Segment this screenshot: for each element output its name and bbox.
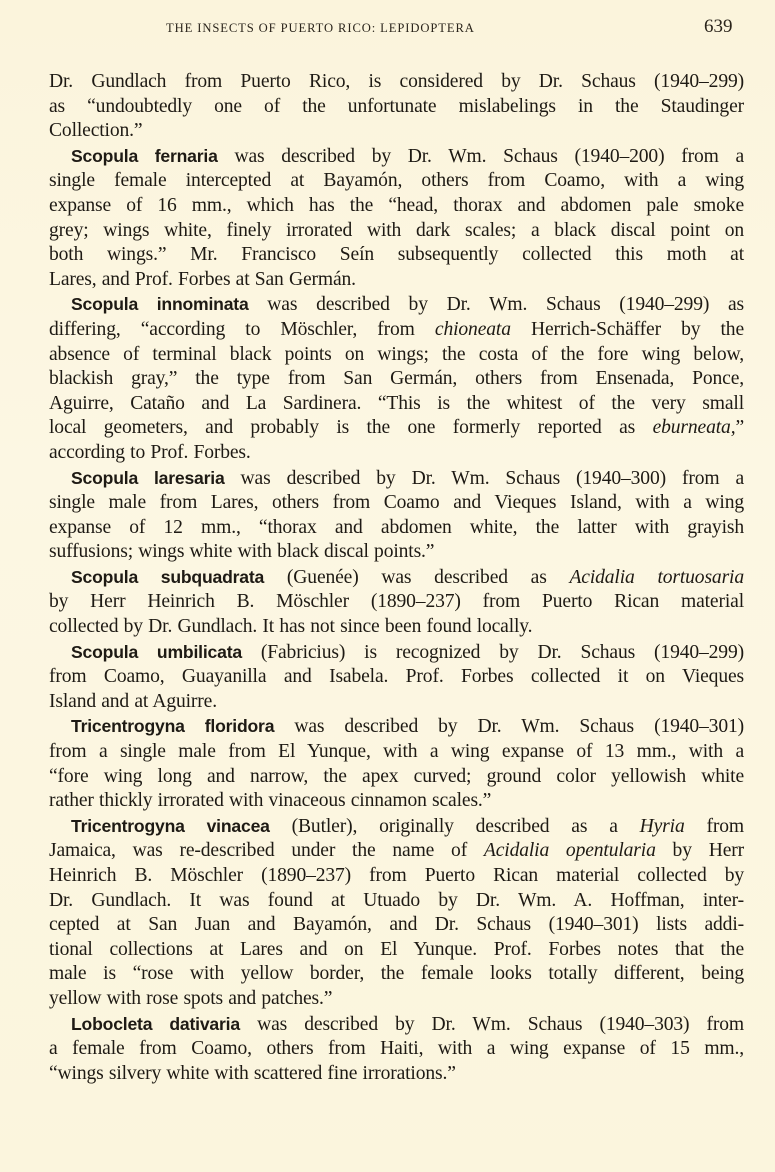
text-line — [27, 441, 744, 466]
text-run: Dr. Gundlach from Puerto Rico, is considered by Dr. Schaus (1940–299) — [49, 71, 744, 92]
text-run: was described by Dr. Wm. Schaus (1940–301) — [274, 716, 744, 738]
text-run: Lares, and Prof. Forbes at San Germán. — [49, 268, 356, 290]
text-line — [27, 516, 744, 541]
paragraph — [27, 292, 744, 465]
text-line — [27, 1062, 744, 1087]
text-line — [27, 466, 744, 492]
text-line — [27, 640, 744, 666]
text-run: suffusions; wings white with black discal points.” — [49, 541, 435, 563]
text-line — [27, 1037, 744, 1062]
text-line — [27, 318, 744, 343]
text-line — [27, 789, 744, 814]
text-run: single male from Lares, others from Coamo and Vieques Island, with a wing — [49, 492, 744, 514]
text-line — [27, 392, 744, 417]
text-line — [27, 343, 744, 368]
text-line — [27, 740, 744, 765]
text-line — [27, 169, 744, 194]
species-name: Scopula laresaria — [71, 467, 225, 488]
text-line — [27, 839, 744, 864]
text-run: “fore wing long and narrow, the apex curved; ground color yellowish white — [49, 765, 744, 787]
text-run: tional collections at Lares and on El Yunque. Prof. Forbes notes that the — [49, 938, 744, 960]
paragraph — [27, 466, 744, 565]
text-run: collected by Dr. Gundlach. It has not since been found locally. — [49, 616, 533, 638]
text-line — [27, 1012, 744, 1038]
text-run: by Herr Heinrich B. Möschler (1890–237) from Puerto Rican material — [49, 591, 744, 613]
paragraph — [27, 814, 744, 1012]
text-line — [27, 615, 744, 640]
text-line — [27, 292, 744, 318]
body-text — [27, 70, 744, 1086]
species-name: Lobocleta dativaria — [71, 1013, 240, 1034]
text-run: Island and at Aguirre. — [49, 690, 217, 712]
text-line — [27, 590, 744, 615]
paragraph — [27, 565, 744, 640]
text-run: was described by Dr. Wm. Schaus (1940–200) from a — [217, 145, 745, 167]
paragraph — [27, 144, 744, 293]
text-line — [27, 665, 744, 690]
paragraph — [27, 714, 744, 813]
text-run: as “undoubtedly one of the unfortunate mislabelings in the Staudinger — [49, 95, 744, 117]
species-name: Tricentrogyna floridora — [71, 716, 275, 737]
text-line — [27, 416, 744, 441]
text-line — [27, 367, 744, 392]
species-name: Tricentrogyna vinacea — [71, 815, 270, 836]
text-line — [27, 962, 744, 987]
text-run: ” — [735, 417, 744, 439]
text-line — [27, 864, 744, 889]
text-line — [27, 268, 744, 293]
species-name: Scopula innominata — [71, 294, 249, 315]
italic-taxon: eburneata, — [652, 417, 736, 439]
paragraph — [27, 640, 744, 715]
text-run: (Fabricius) is recognized by Dr. Schaus (1940–299) — [241, 641, 744, 663]
text-run: blackish gray,” the type from San Germán, others from Ensenada, Ponce, — [49, 368, 744, 390]
text-line — [27, 714, 744, 740]
text-run: was described by Dr. Wm. Schaus (1940–299) as — [248, 294, 744, 316]
text-line — [27, 913, 744, 938]
species-name: Scopula fernaria — [71, 145, 218, 166]
text-run: yellow with rose spots and patches.” — [49, 987, 333, 1009]
text-run: (Guenée) was described as — [264, 566, 570, 588]
text-run: Jamaica, was re-described under the name of — [49, 840, 484, 862]
text-run: (Butler), originally described as a — [269, 815, 640, 837]
text-line — [27, 70, 744, 95]
text-run: from a single male from El Yunque, with a wing expanse of 13 mm., with a — [49, 741, 744, 763]
text-line — [27, 938, 744, 963]
paragraph — [27, 70, 744, 144]
text-line — [27, 540, 744, 565]
text-run: according to Prof. Forbes. — [49, 441, 251, 463]
species-name: Scopula umbilicata — [71, 641, 242, 662]
text-run: Herrich-Schäffer by the — [510, 318, 744, 340]
text-line — [27, 987, 744, 1012]
text-run: Aguirre, Cataño and La Sardinera. “This is the whitest of the very small — [49, 392, 744, 414]
text-line — [27, 119, 744, 144]
italic-taxon: Acidalia opentularia — [483, 840, 656, 862]
text-run: single female intercepted at Bayamón, others from Coamo, with a wing — [49, 170, 744, 192]
text-line — [27, 690, 744, 715]
text-line — [27, 95, 744, 120]
text-line — [27, 491, 744, 516]
text-run: from — [684, 815, 744, 837]
text-run: both wings.” Mr. Francisco Seín subsequently collected this moth at — [49, 244, 744, 266]
running-title: THE INSECTS OF PUERTO RICO: LEPIDOPTERA — [166, 21, 475, 35]
page-number: 639 — [704, 16, 733, 37]
text-run: grey; wings white, finely irrorated with dark scales; a black discal point on — [49, 219, 744, 241]
text-run: a female from Coamo, others from Haiti, with a wing expanse of 15 mm., — [49, 1038, 744, 1060]
text-run: was described by Dr. Wm. Schaus (1940–303) from — [239, 1013, 745, 1035]
text-run: expanse of 16 mm., which has the “head, thorax and abdomen pale smoke — [49, 194, 744, 216]
text-line — [27, 194, 744, 219]
text-run: by Herr — [655, 840, 744, 862]
text-line — [27, 814, 744, 840]
text-line — [27, 144, 744, 170]
text-run: cepted at San Juan and Bayamón, and Dr. Schaus (1940–301) lists addi- — [49, 914, 744, 936]
text-run: differing, “according to Möschler, from — [49, 318, 435, 340]
text-run: Heinrich B. Möschler (1890–237) from Puerto Rican material collected by — [49, 865, 744, 886]
text-run: Dr. Gundlach. It was found at Utuado by Dr. Wm. A. Hoffman, inter- — [49, 889, 744, 911]
text-line — [27, 243, 744, 268]
text-run: absence of terminal black points on wings; the costa of the fore wing below, — [49, 343, 744, 365]
text-run: rather thickly irrorated with vinaceous cinnamon scales.” — [49, 790, 492, 812]
running-header — [0, 18, 775, 42]
paragraph — [27, 1012, 744, 1087]
text-run: expanse of 12 mm., “thorax and abdomen white, the latter with grayish — [49, 516, 744, 538]
text-run: from Coamo, Guayanilla and Isabela. Prof. Forbes collected it on Vieques — [49, 666, 744, 688]
italic-taxon: Acidalia tortuosaria — [569, 566, 744, 588]
text-run: male is “rose with yellow border, the female looks totally different, being — [49, 963, 744, 985]
text-line — [27, 219, 744, 244]
species-name: Scopula subquadrata — [71, 566, 265, 587]
text-run: was described by Dr. Wm. Schaus (1940–300) from a — [224, 467, 744, 489]
italic-taxon: chioneata — [434, 318, 511, 340]
text-line — [27, 565, 744, 591]
text-run: “wings silvery white with scattered fine irrorations.” — [49, 1062, 456, 1084]
text-run: Collection.” — [49, 120, 143, 142]
text-run: local geometers, and probably is the one formerly reported as — [49, 417, 653, 439]
italic-taxon: Hyria — [639, 815, 685, 837]
text-line — [27, 765, 744, 790]
text-line — [27, 889, 744, 914]
